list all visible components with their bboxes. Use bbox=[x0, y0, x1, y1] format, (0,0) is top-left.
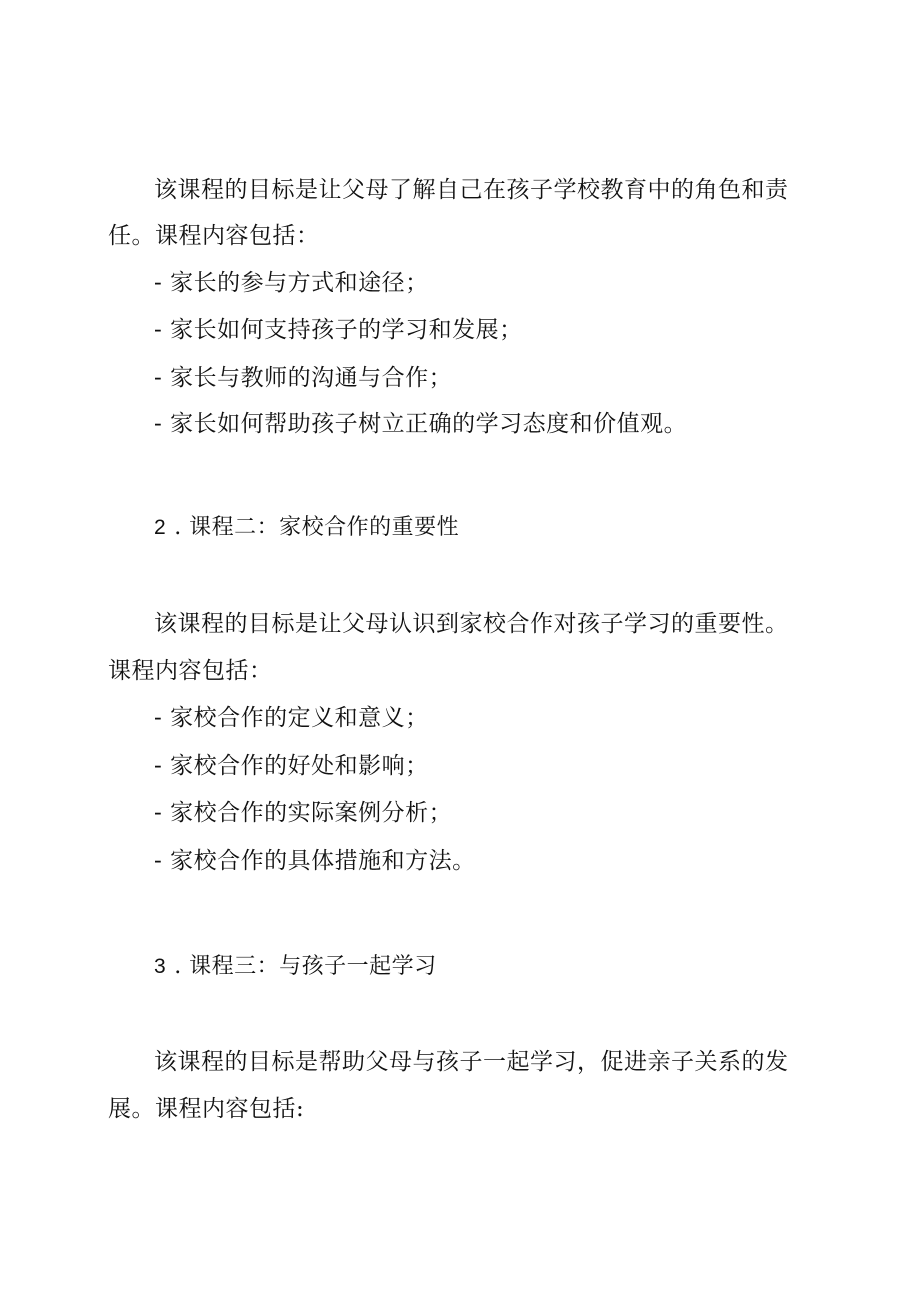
section2-list-item: - 家校合作的实际案例分析； bbox=[154, 800, 453, 826]
section3-intro-line1: 该课程的目标是帮助父母与孩子一起学习，促进亲子关系的发 bbox=[154, 1049, 789, 1075]
section3-title: . 课程三：与孩子一起学习 bbox=[174, 954, 437, 979]
section3-number: 3 bbox=[154, 955, 167, 978]
section1-intro-line2: 任。课程内容包括： bbox=[108, 223, 320, 249]
section2-number: 2 bbox=[154, 516, 167, 539]
section1-list-item: - 家长与教师的沟通与合作； bbox=[154, 365, 453, 391]
section3-heading bbox=[154, 952, 437, 982]
section2-heading bbox=[154, 513, 459, 543]
section1-list-item: - 家长的参与方式和途径； bbox=[154, 270, 429, 296]
section3-intro-line2: 展。课程内容包括: bbox=[108, 1096, 305, 1122]
section1-intro-line1: 该课程的目标是让父母了解自己在孩子学校教育中的角色和责 bbox=[154, 177, 789, 203]
section2-intro-line2: 课程内容包括： bbox=[108, 658, 273, 684]
section2-title: . 课程二：家校合作的重要性 bbox=[174, 515, 460, 540]
section2-list-item: - 家校合作的定义和意义； bbox=[154, 705, 429, 731]
section2-list-item: - 家校合作的具体措施和方法。 bbox=[154, 848, 476, 874]
section1-list-item: - 家长如何帮助孩子树立正确的学习态度和价值观。 bbox=[154, 411, 688, 437]
section2-intro-line1: 该课程的目标是让父母认识到家校合作对孩子学习的重要性。 bbox=[154, 611, 789, 637]
section1-list-item: - 家长如何支持孩子的学习和发展； bbox=[154, 317, 523, 343]
section2-list-item: - 家校合作的好处和影响； bbox=[154, 753, 429, 779]
